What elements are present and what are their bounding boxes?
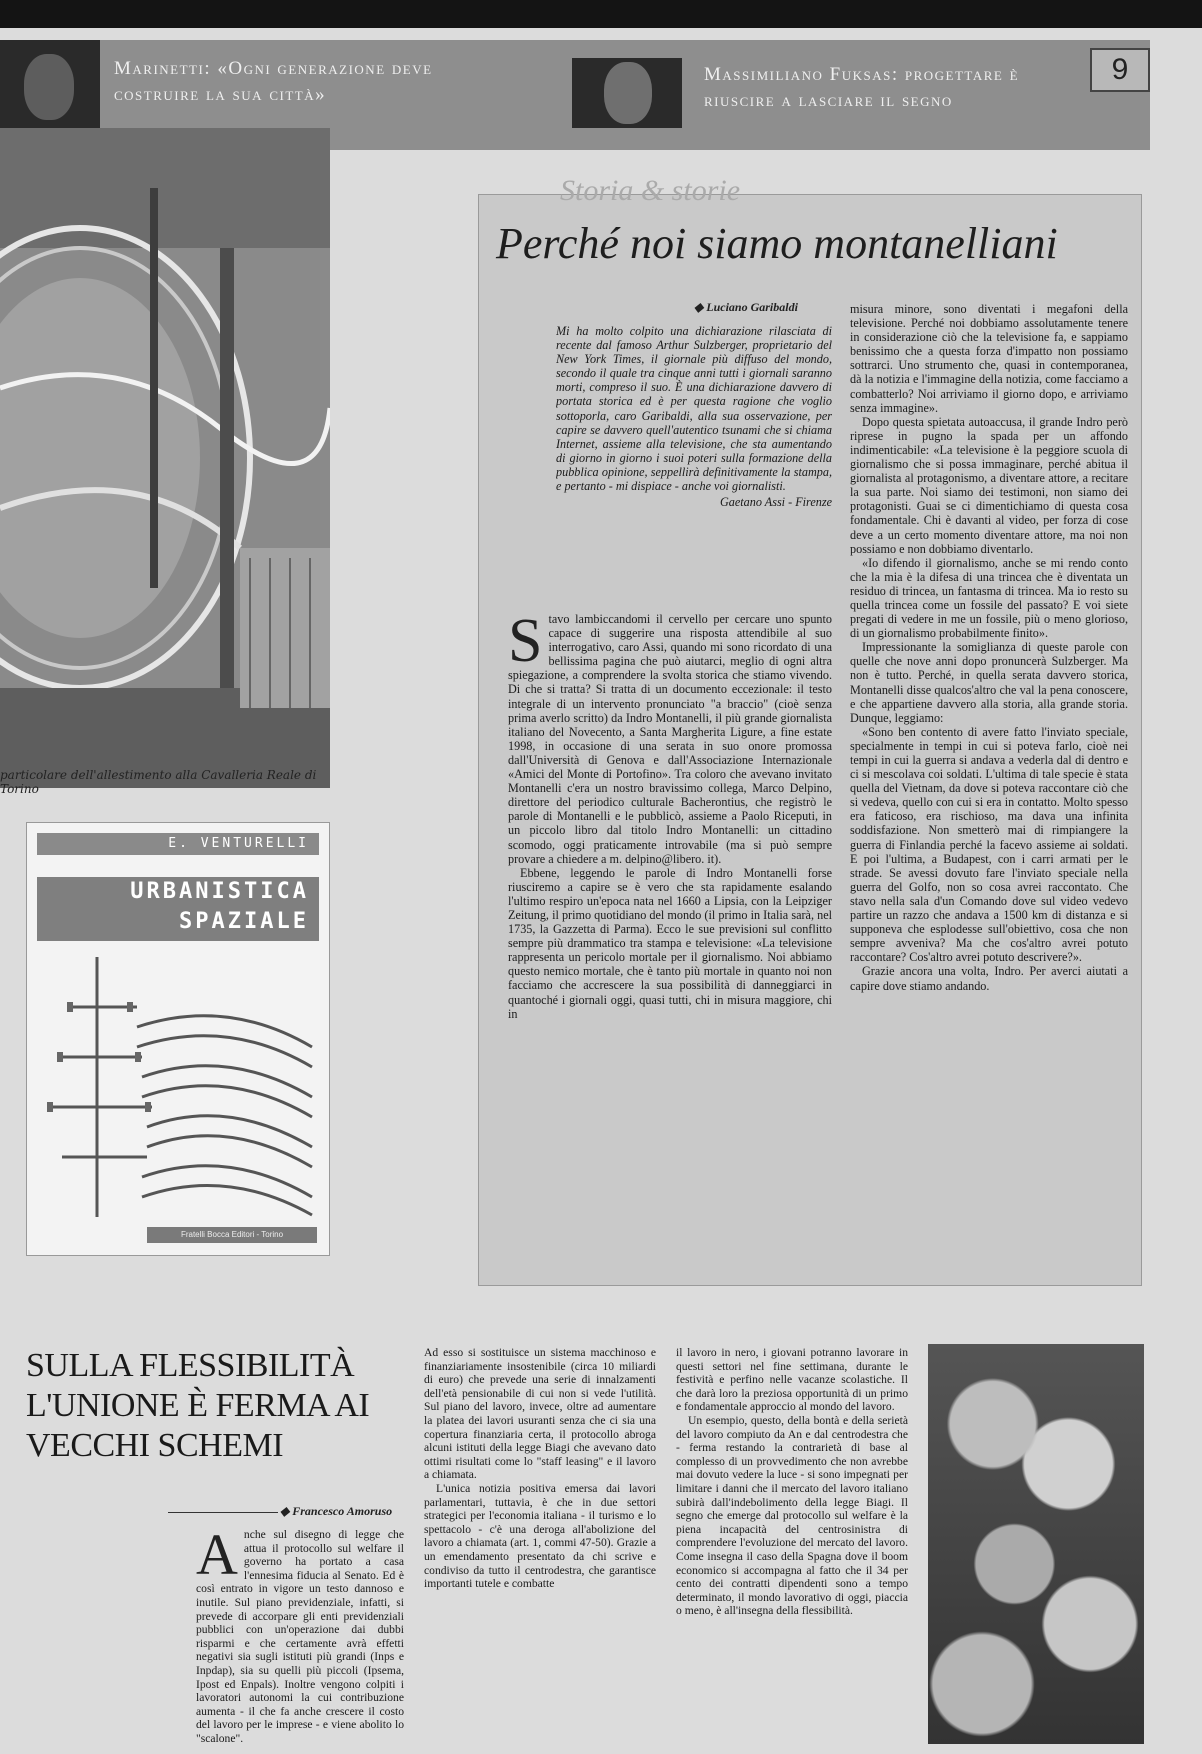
fuksas-portrait xyxy=(572,58,682,128)
bottom-byline-diamond-icon: ◆ xyxy=(280,1504,293,1518)
article-body-paragraph-4: Dopo questa spietata autoaccusa, il grande Indro però riprese in pugno la spada per un affondo indimenticabile: «La televisione è la peggiore scuola di giornalismo che si possa immaginare, perché abitua il giornalista al protagonismo, a diventare attore, a recitare la sua parte. Noi siamo dei testimoni, non siamo dei protagonisti. Guai se ci dimentichiamo di questa cosa fondamentale. Chi è davanti al video, per forza di cose deve a un certo momento diventare attore, ma noi non possiamo e non dobbiamo diventarlo. xyxy=(850,414,1128,556)
book-publisher: Fratelli Bocca Editori - Torino xyxy=(147,1227,317,1243)
bottom-article-column-1 xyxy=(196,1528,404,1754)
bottom-article-column-3 xyxy=(676,1346,908,1754)
article-byline xyxy=(694,300,798,315)
bottom-article-dropcap: A xyxy=(196,1528,238,1587)
header-left-title[interactable]: Marinetti: «Ogni generazione deve costruire la sua città» xyxy=(114,58,433,105)
bottom-article-paragraph-4: il lavoro in nero, i giovani potranno lavorare in questi settori nel fine settimana, durante le festività e perfino nelle vacanze scolastiche. Il che darà loro la preziosa opportunità di un primo e fondamentale approccio al mondo del lavoro. xyxy=(676,1346,908,1414)
bottom-article-byline xyxy=(280,1504,392,1519)
reader-letter-signature: Gaetano Assi - Firenze xyxy=(719,495,832,510)
book-cover xyxy=(26,822,330,1256)
bottom-article-column-2 xyxy=(424,1346,656,1754)
bottom-article-paragraph-1: Anche sul disegno di legge che attua il protocollo sul welfare il governo ha portato a casa l'ennesima fiducia al Senato. Ed è così entrato in vigore un testo dannoso e inutile. Sul piano previdenziale, infatti, si prevede di accorpare gli enti previdenziali pubblici con un'operazione dai dubbi risparmi e che certamente avrà effetti negativi sia sugli istituti più grandi (Inps e Inpdap), sia su quelli più piccoli (Ipsema, Ipost ed Enpals). Inoltre vengono colpiti i lavoratori autonomi la cui contribuzione aumenta - il che fa anche crescere il costo del lavoro per le imprese - e viene abolito lo "scalone". xyxy=(196,1528,404,1745)
article-column-1-body xyxy=(508,612,832,1272)
article-column-2 xyxy=(850,302,1128,1272)
header-right-title[interactable]: Massimiliano Fuksas: progettare è riuscire a lasciare il segno xyxy=(704,64,1020,111)
article-dropcap: S xyxy=(508,612,543,675)
book-author: E. VENTURELLI xyxy=(37,833,319,855)
bottom-article-title[interactable]: SULLA FLESSIBILITÀ L'UNIONE È FERMA AI VECCHI SCHEMI xyxy=(26,1347,370,1464)
bottom-article-paragraph-5: Un esempio, questo, della bontà e della serietà del lavoro compiuto da An e dal centrodestra che - ferma restando la contrarietà di base al complesso di un provvedimento che non avrebbe mai dovuto vedere la luce - si sono impegnati per limitare i danni che il mercato del lavoro italiano subirà dall'indebolimento della legge Biagi. Il segno che emerge dal protocollo sul welfare è la piena incapacità del centrosinistra di comprendere l'evoluzione del mercato del lavoro. Come insegna il caso della Spagna dove il boom economico si accompagna al fatto che il 34 per cento dei contratti dipendenti sono a tempo determinato, il mondo lavorativo di oggi, piaccia o meno, è all'insegna della flessibilità. xyxy=(676,1413,908,1618)
article-body-paragraph-6: Impressionante la somiglianza di queste parole con quelle che nove anni dopo pronuncerà Sulzberger. Ma non è tutto. Perché, in quella serata davvero storica, Montanelli disse qualcos'altro che val la pena conoscere, e che appartiene davvero alla storia, alla grande storia. Dunque, leggiamo: xyxy=(850,640,1128,725)
article-rubric: Storia & storie xyxy=(560,174,741,207)
bottom-byline-rule xyxy=(168,1512,278,1513)
article-body-paragraph-1: Stavo lambiccandomi il cervello per cercare uno spunto capace di suggerire una risposta attendibile al suo interrogativo, caro Assi, quando mi sono ricordato di una bellissima pagina che può aiutarci, meglio di ogni altra spiegazione, a comprendere la svolta storica che stiamo vivendo. Di che si tratta? Si tratta di un documento eccezionale: il testo integrale di un intervento pronunciato "a braccio" (cioè senza prima averlo scritto) da Indro Montanelli, il più grande giornalista italiano del Novecento, a Santa Margherita Ligure, a fine estate 1998, in occasione di una serata in suo onore promossa dall'Università di Genova e dall'Associazione Internazionale «Amici del Monte di Portofino». Tra coloro che avevano invitato Montanelli c'era un nostro bravissimo collega, Marco Delpino, direttore del periodico culturale Bacherontius, che registrò le parole di Montanelli e le pubblicò, assieme a Paolo Riceputi, in un piccolo libro dal titolo Indro Montanelli: un cittadino scomodo, oggi praticamente introvabile (ma si può sempre provare a chiedere a m. delpino@libero. it). xyxy=(508,612,832,866)
article-body-paragraph-5: «Io difendo il giornalismo, anche se mi rendo conto che la mia è la difesa di una trincea che è diventata un residuo di trincea, un fantasma di trincea. Ma io resto su quella trincea come un fossile del passato? E voi siete pregati di vedere in me un fossile, più o meno glorioso, di un giornalismo probabilmente finito». xyxy=(850,555,1128,641)
marinetti-portrait xyxy=(0,40,100,138)
article-body-paragraph-8: Grazie ancora una volta, Indro. Per averci aiutati a capire dove stiamo andando. xyxy=(850,964,1128,993)
article-body-paragraph-7: «Sono ben contento di avere fatto l'inviato speciale, specialmente in tempi in cui si poteva farlo, cioè nei tempi in cui la guerra si andava a vederla dal di dentro e ci si mescolava coi soldati. L'ultima di tale specie è stata quella del Vietnam, da dove si poteva raccontare ciò che si vedeva, quello con cui si era in contatto. Molto spesso era faticoso, era rischioso, ma dava una infinita soddisfazione. Non smetterò mai di rimpiangere la guerra di Finlandia perché la facevo assieme ai soldati. E poi l'ultima, a Budapest, con i carri armati per le strade. Se avessi dovuto fare l'inviato speciale nella guerra del Golfo, non so cosa avrei raccontato. Che stavo nella sala d'un Comando dove sul video vedevo partire un razzo che andava a 1500 km di distanza e si supponeva che esplodesse sull'obiettivo, cosa che non sempre avveniva? Ma che cos'altro avrei potuto raccontare? Cos'altro avrei potuto descrivere?». xyxy=(850,724,1128,965)
book-cover-illustration xyxy=(27,947,329,1227)
reader-letter: Mi ha molto colpito una dichiarazione rilasciata di recente dal famoso Arthur Sulzberger, proprietario del New York Times, il giornale più diffuso del mondo, secondo il quale tra cinque anni tutti i giornali saranno morti, compreso il suo. È una dichiarazione davvero di portata storica ed è per questa ragione che voglio sottoporla, caro Garibaldi, alla sua osservazione, per capire se davvero quell'autentico tsunami che si chiama Internet, assieme alla televisione, che sta aumentando di giorno in giorno i suoi poteri sulla formazione della pubblica opinione, seppellirà definitivamente la stampa, e pertanto - mi dispiace - anche voi giornalisti. xyxy=(556,324,832,494)
photo-caption: particolare dell'allestimento alla Cavalleria Reale di Torino xyxy=(0,768,317,796)
steel-coils-photo xyxy=(928,1344,1144,1744)
article-author: Luciano Garibaldi xyxy=(706,300,798,314)
article-column-1 xyxy=(556,324,832,560)
article-body-paragraph-2: Ebbene, leggendo le parole di Indro Montanelli forse riusciremo a capire se è vero che sta rapidamente esalando l'ultimo respiro un'epoca nata nel 1660 a Lipsia, con la Leipziger Zeitung, il primo quotidiano del mondo (il primo in Italia sarà, nel 1735, la Gazzetta di Parma). Ecco le sue previsioni sul conflitto sempre più drammatico tra stampa e televisione: «La televisione rappresenta un pericolo mortale per il giornalismo. Noi abbiamo questo nemico mortale, che è tanto più mortale in quanto noi non facciamo che accrescere la sua possibilità di danneggiarci in quantoché i giornali oggi, quasi tutti, chi in misura maggiore, chi in xyxy=(508,865,832,1021)
bottom-article-author: Francesco Amoruso xyxy=(292,1504,393,1518)
article-title[interactable]: Perché noi siamo montanelliani xyxy=(496,219,1058,268)
article-body-paragraph-3: misura minore, sono diventati i megafoni della televisione. Perché noi dobbiamo assolutamente tenere in considerazione ciò che la televisione fa, e sappiamo benissimo che a questa forza d'impatto non possiamo sottrarci. Uno strumento che, quasi in contemporanea, dà la notizia e l'immagine della notizia, come facciamo a combatterlo? Noi arriviamo il giorno dopo, e arriviamo senza immagine». xyxy=(850,302,1128,415)
bottom-article-paragraph-2: Ad esso si sostituisce un sistema macchinoso e finanziariamente insostenibile (circa 10 miliardi di euro) che prevede una serie di innalzamenti dell'età pensionabile di cui non si vede l'utilità. Sul piano del lavoro, invece, oltre ad aumentare la platea dei lavori usuranti senza che ci sia una copertura finanziaria certa, il protocollo abroga alcuni istituti della legge Biagi che avevano dato ottimi risultati come lo "staff leasing" e il lavoro a chiamata. xyxy=(424,1346,656,1482)
installation-photo-illustration xyxy=(0,128,330,788)
bottom-article-paragraph-3: L'unica notizia positiva emersa dai lavori parlamentari, tuttavia, è che in due settori strategici per l'economia italiana - il turismo e lo spettacolo - c'è una deroga all'abolizione del lavoro a chiamata (art. 1, commi 47-50). Grazie a un emendamento presentato da chi scrive e condiviso da tutto il centrodestra, che garantisce importanti tutele e combatte xyxy=(424,1481,656,1591)
book-title: URBANISTICA SPAZIALE xyxy=(37,877,319,941)
byline-diamond-icon: ◆ xyxy=(694,300,707,314)
page-number: 9 xyxy=(1090,48,1150,92)
newspaper-page xyxy=(0,28,1202,1754)
installation-photo xyxy=(0,128,330,788)
